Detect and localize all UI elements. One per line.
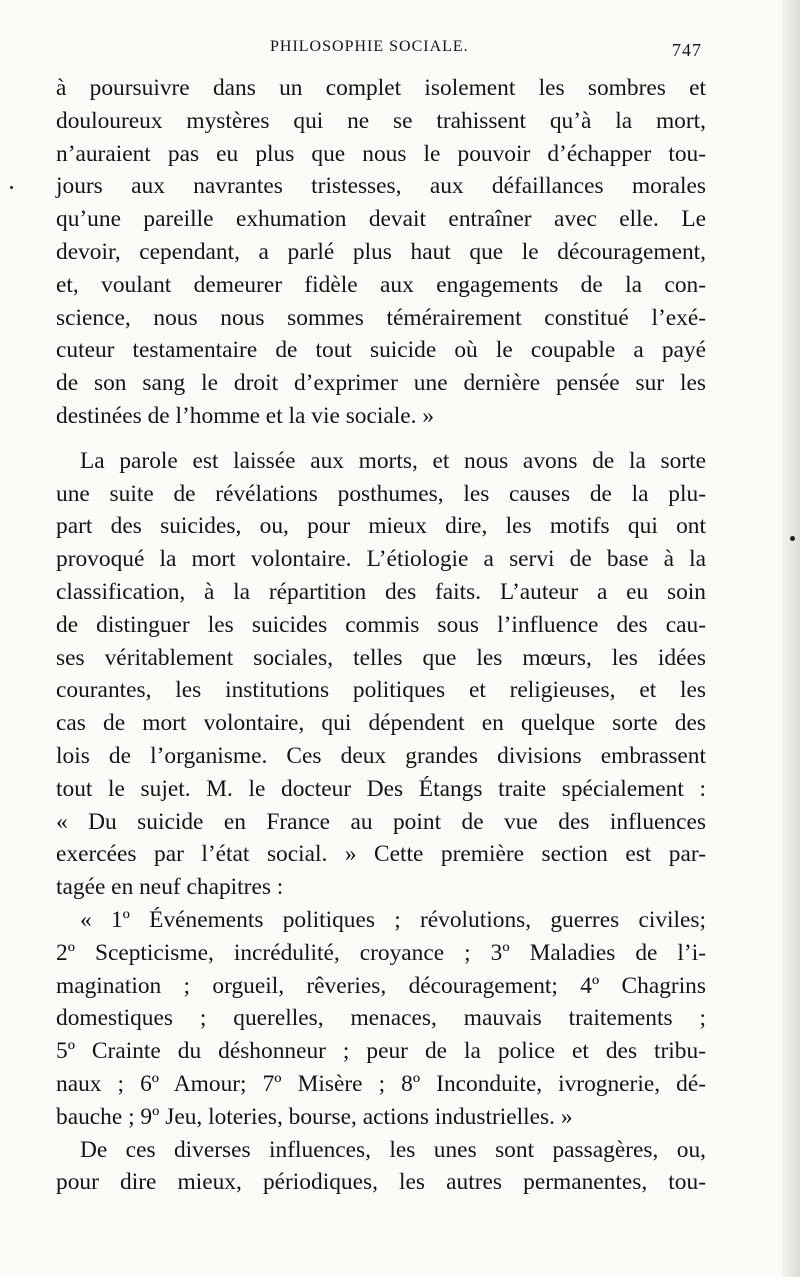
text-line: cuteur testamentaire de tout suicide où le coupable a payé — [56, 337, 706, 364]
text-line: « 1º Événements politiques ; révolutions, guerres civiles; — [80, 906, 706, 933]
text-line: courantes, les institutions politiques et religieuses, et les — [56, 677, 706, 704]
text-line: destinées de l’homme et la vie sociale. » — [56, 402, 435, 429]
text-line: devoir, cependant, a parlé plus haut que le découragement, — [56, 238, 706, 265]
text-line: science, nous nous sommes témérairement constitué l’exé- — [56, 304, 706, 331]
paragraph-gap — [56, 433, 706, 445]
text-line: De ces diverses influences, les unes sont passagères, ou, — [80, 1136, 706, 1163]
text-line: 2º Scepticisme, incrédulité, croyance ; 3º Maladies de l’i- — [56, 939, 706, 966]
text-line: La parole est laissée aux morts, et nous avons de la sorte — [80, 447, 706, 474]
text-line: tagée en neuf chapitres : — [56, 874, 284, 901]
text-line: ses véritablement sociales, telles que les mœurs, les idées — [56, 644, 706, 671]
text-line: 5º Crainte du déshonneur ; peur de la police et des tribu- — [56, 1038, 706, 1065]
text-line: part des suicides, ou, pour mieux dire, les motifs qui ont — [56, 513, 706, 540]
ink-speck — [10, 186, 13, 189]
text-line: de distinguer les suicides commis sous l’influence des cau- — [56, 611, 706, 638]
text-line: bauche ; 9º Jeu, loteries, bourse, actions industrielles. » — [56, 1103, 573, 1130]
paragraph — [56, 445, 706, 904]
page-header — [58, 38, 708, 62]
page-edge-shadow — [782, 0, 800, 1277]
text-line: « Du suicide en France au point de vue des influences — [56, 808, 706, 835]
paragraph — [56, 904, 706, 1134]
text-line: douloureux mystères qui ne se trahissent qu’à la mort, — [56, 107, 706, 134]
text-line: classification, à la répartition des faits. L’auteur a eu soin — [56, 578, 706, 605]
text-line: domestiques ; querelles, menaces, mauvais traitements ; — [56, 1005, 706, 1032]
text-line: jours aux navrantes tristesses, aux défaillances morales — [56, 173, 706, 200]
text-line: lois de l’organisme. Ces deux grandes divisions embrassent — [56, 742, 706, 769]
body-text — [56, 72, 706, 1199]
text-line: cas de mort volontaire, qui dépendent en quelque sorte des — [56, 710, 706, 737]
text-line: et, voulant demeurer fidèle aux engagements de la con- — [56, 271, 706, 298]
text-line: n’auraient pas eu plus que nous le pouvoir d’échapper tou- — [56, 140, 706, 167]
ink-speck — [790, 536, 795, 541]
text-line: pour dire mieux, périodiques, les autres permanentes, tou- — [56, 1169, 706, 1196]
page-number: 747 — [672, 40, 702, 60]
text-line: magination ; orgueil, rêveries, découragement; 4º Chagrins — [56, 972, 706, 999]
paragraph — [56, 72, 706, 433]
text-line: naux ; 6º Amour; 7º Misère ; 8º Inconduite, ivrognerie, dé- — [56, 1070, 706, 1097]
text-line: exercées par l’état social. » Cette première section est par- — [56, 841, 706, 868]
text-line: à poursuivre dans un complet isolement les sombres et — [56, 75, 706, 101]
running-title: PHILOSOPHIE SOCIALE. — [270, 38, 469, 55]
text-line: une suite de révélations posthumes, les causes de la plu- — [56, 480, 706, 507]
text-line: de son sang le droit d’exprimer une dernière pensée sur les — [56, 370, 706, 397]
text-line: tout le sujet. M. le docteur Des Étangs traite spécialement : — [56, 775, 706, 802]
text-line: qu’une pareille exhumation devait entraîner avec elle. Le — [56, 206, 706, 233]
paragraph — [56, 1134, 706, 1200]
text-line: provoqué la mort volontaire. L’étiologie a servi de base à la — [56, 546, 706, 573]
